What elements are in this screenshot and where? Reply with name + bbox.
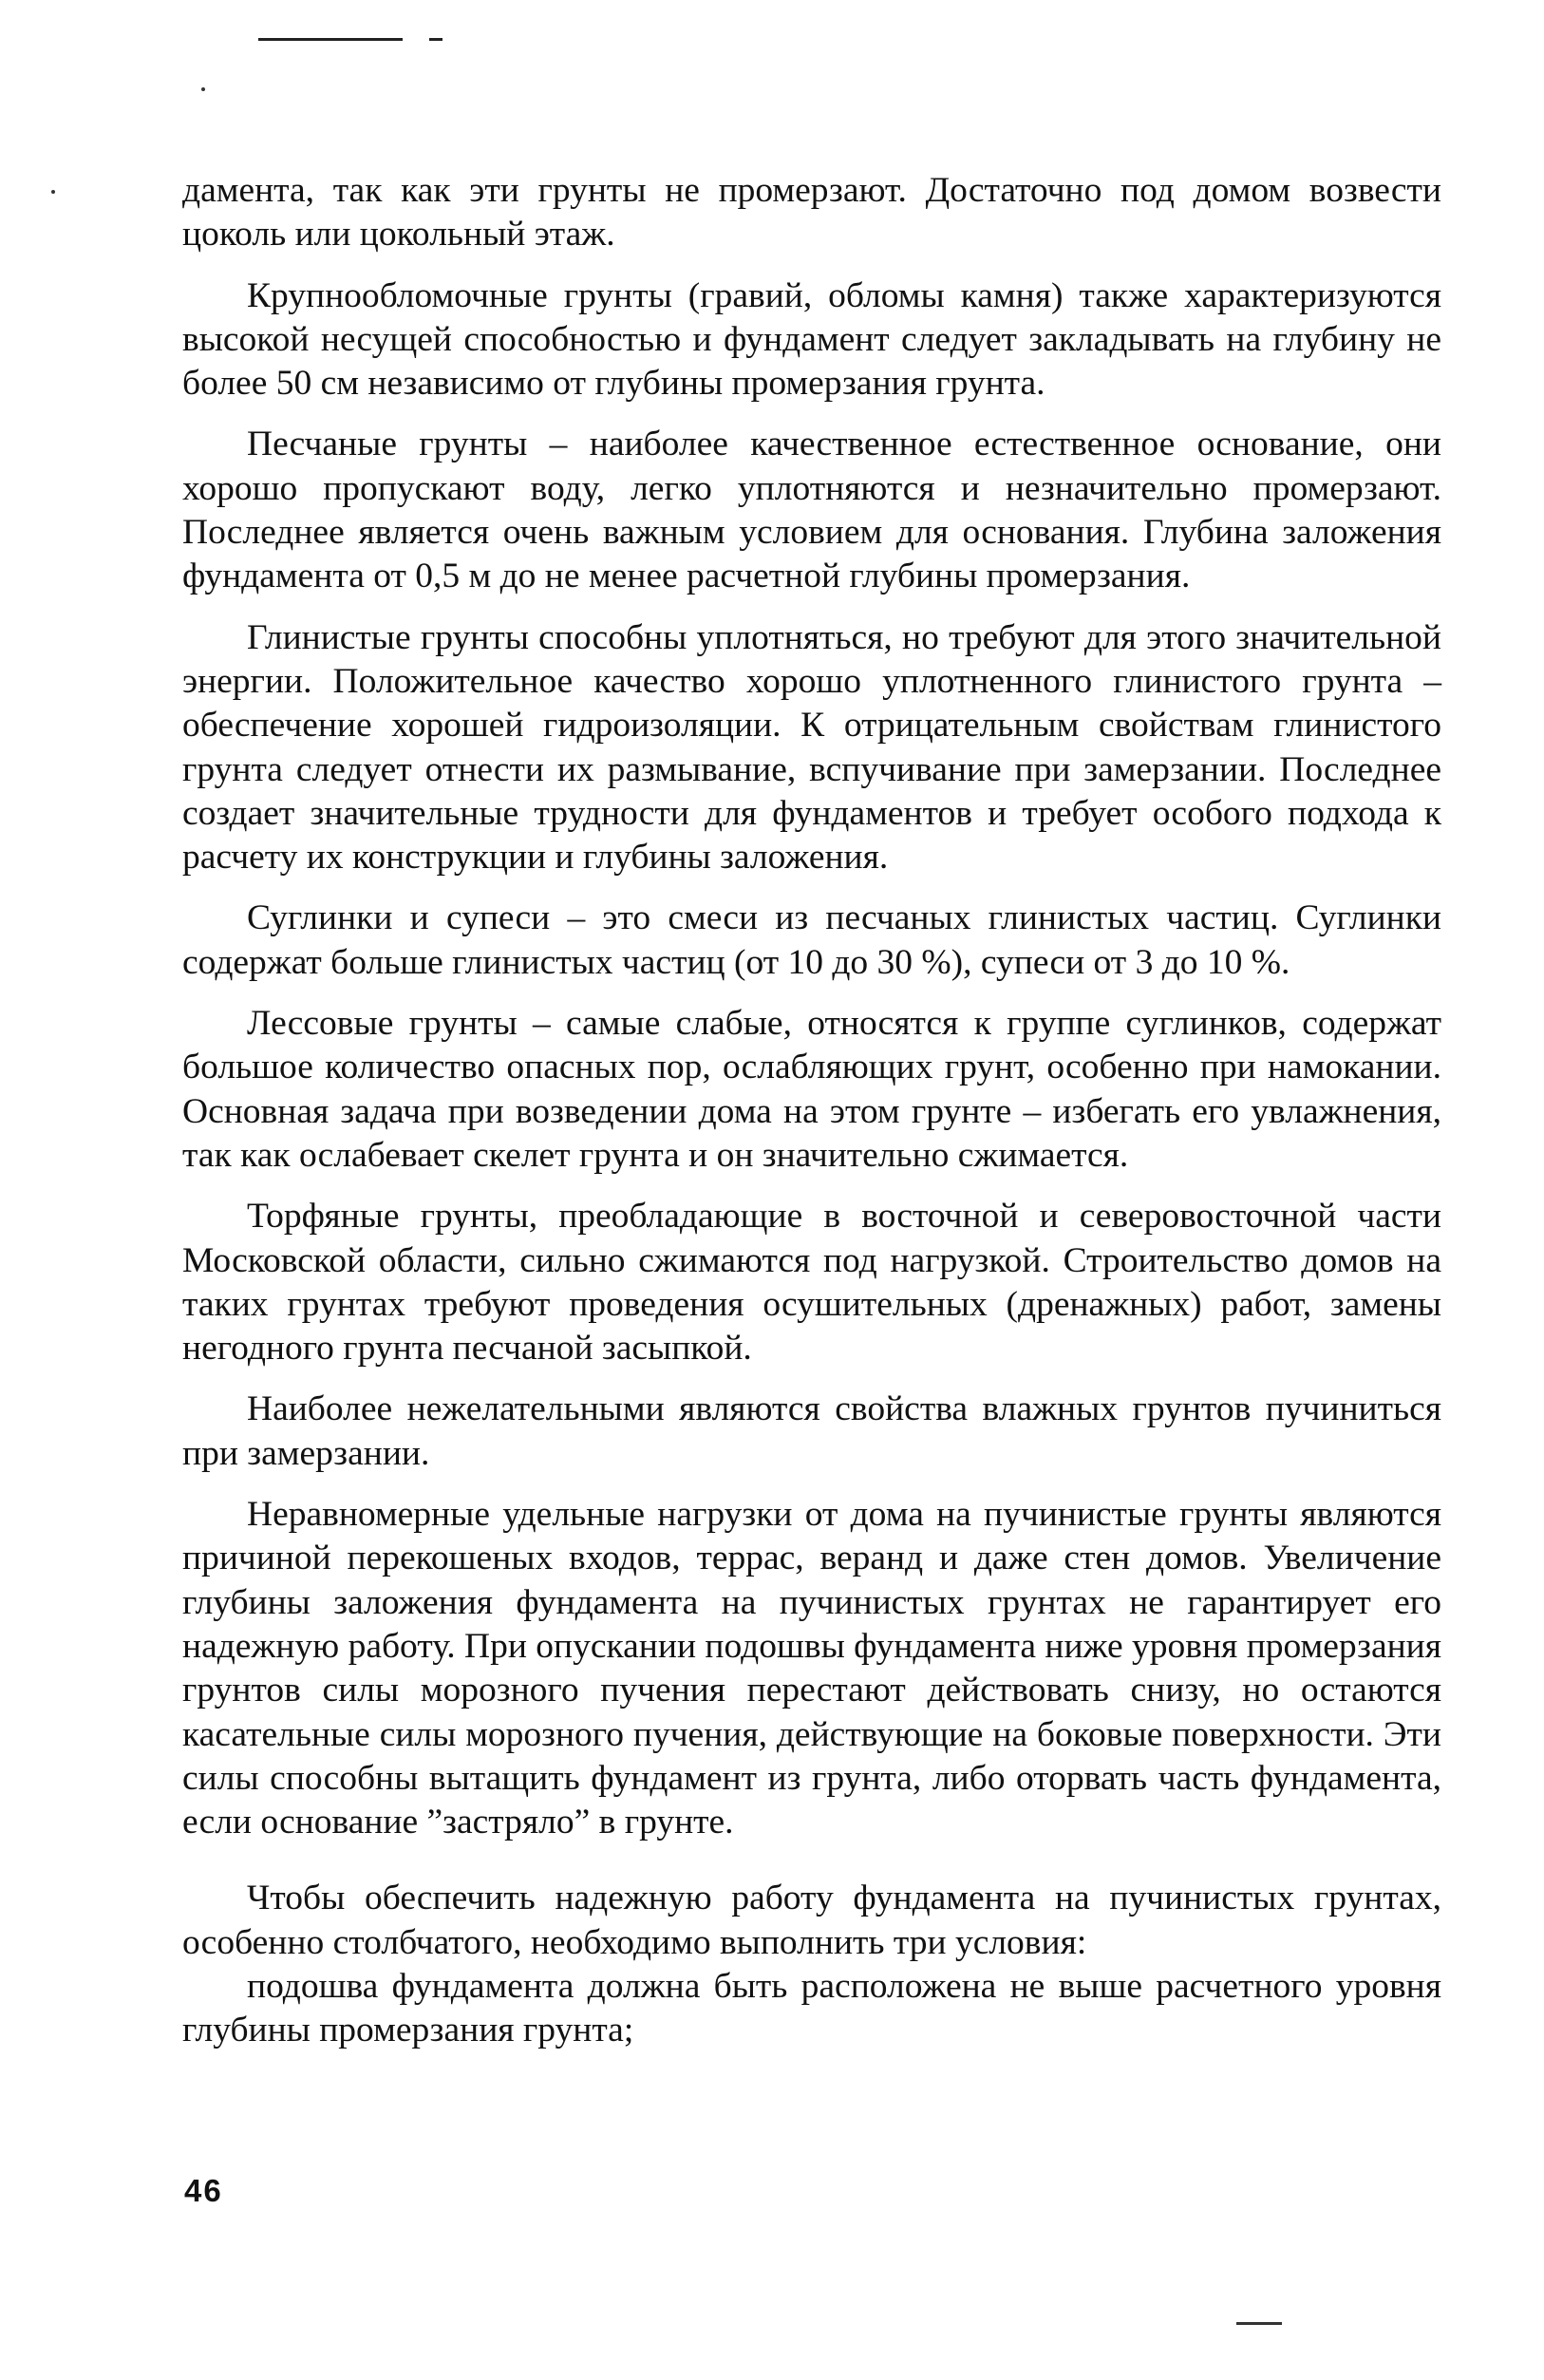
paragraph-condition-1: подошва фундамента должна быть расположена не выше расчетного уровня глубины промерзания грунта;: [182, 1966, 1441, 2050]
paragraph-clay-soils: Глинистые грунты способны уплотняться, но требуют для этого значительной энергии. Положительное качество хорошо уплотненного глинистого грунта – обеспечение хорошей гидроизоляции. К отрицательным свойствам глинистого грунта следует отнести их размывание, вспучивание при замерзании. Последнее создает значительные трудности для фундаментов и требует особого подхода к расчету их конструкции и глубины заложения.: [182, 617, 1441, 878]
paragraph-peat-soils: Торфяные грунты, преобладающие в восточной и северовосточной части Московской области, сильно сжимаются под нагрузкой. Строительство домов на таких грунтах требуют проведения осушительных (дренажных) работ, замены негодного грунта песчаной засыпкой.: [182, 1197, 1441, 1369]
paragraph-loess-soils: Лессовые грунты – самые слабые, относятся к группе суглинков, содержат большое количество опасных пор, ослабляющих грунт, особенно при намокании. Основная задача при возведении дома на этом грунте – избегать его увлажнения, так как ослабевает скелет грунта и он значительно сжимается.: [182, 1004, 1441, 1175]
paragraph-coarse-soils: Крупнообломочные грунты (гравий, обломы камня) также характеризуются высокой несущей способностью и фундамент следует закладывать на глубину не более 50 см независимо от глубины промерзания грунта.: [182, 275, 1441, 404]
paragraph-undesirable-properties: Наиболее нежелательными являются свойства влажных грунтов пучиниться при замерзании.: [182, 1389, 1441, 1473]
scan-speck: [51, 190, 55, 194]
paragraph-loam-soils: Суглинки и супеси – это смеси из песчаных глинистых частиц. Суглинки содержат больше глинистых частиц (от 10 до 30 %), супеси от 3 до 10 %.: [182, 898, 1441, 982]
paragraph-uneven-loads: Неравномерные удельные нагрузки от дома на пучинистые грунты являются причиной перекошеных входов, террас, веранд и даже стен домов. Увеличение глубины заложения фундамента на пучинистых грунтах не гарантирует его надежную работу. При опускании подошвы фундамента ниже уровня промерзания грунтов силы морозного пучения перестают действовать снизу, но остаются касательные силы морозного пучения, действующие на боковые поверхности. Эти силы способны вытащить фундамент из грунта, либо оторвать часть фундамента, если основание ”застряло” в грунте.: [182, 1495, 1441, 1842]
page-number: 46: [184, 2173, 223, 2208]
paragraph-conditions-intro: Чтобы обеспечить надежную работу фундамента на пучинистых грунтах, особенно столбчатого, необходимо выполнить три условия:: [182, 1879, 1441, 1962]
top-rule: [258, 38, 403, 41]
scan-speck: [201, 87, 205, 91]
body-text: [182, 169, 1441, 2053]
paragraph-continuation: дамента, так как эти грунты не промерзают. Достаточно под домом возвести цоколь или цокольный этаж.: [182, 171, 1441, 255]
paragraph-sandy-soils: Песчаные грунты – наиболее качественное естественное основание, они хорошо пропускают воду, легко уплотняются и незначительно промерзают. Последнее является очень важным условием для основания. Глубина заложения фундамента от 0,5 м до не менее расчетной глубины промерзания.: [182, 425, 1441, 596]
top-rule-dash: [429, 38, 442, 41]
bottom-rule: [1236, 2322, 1282, 2325]
